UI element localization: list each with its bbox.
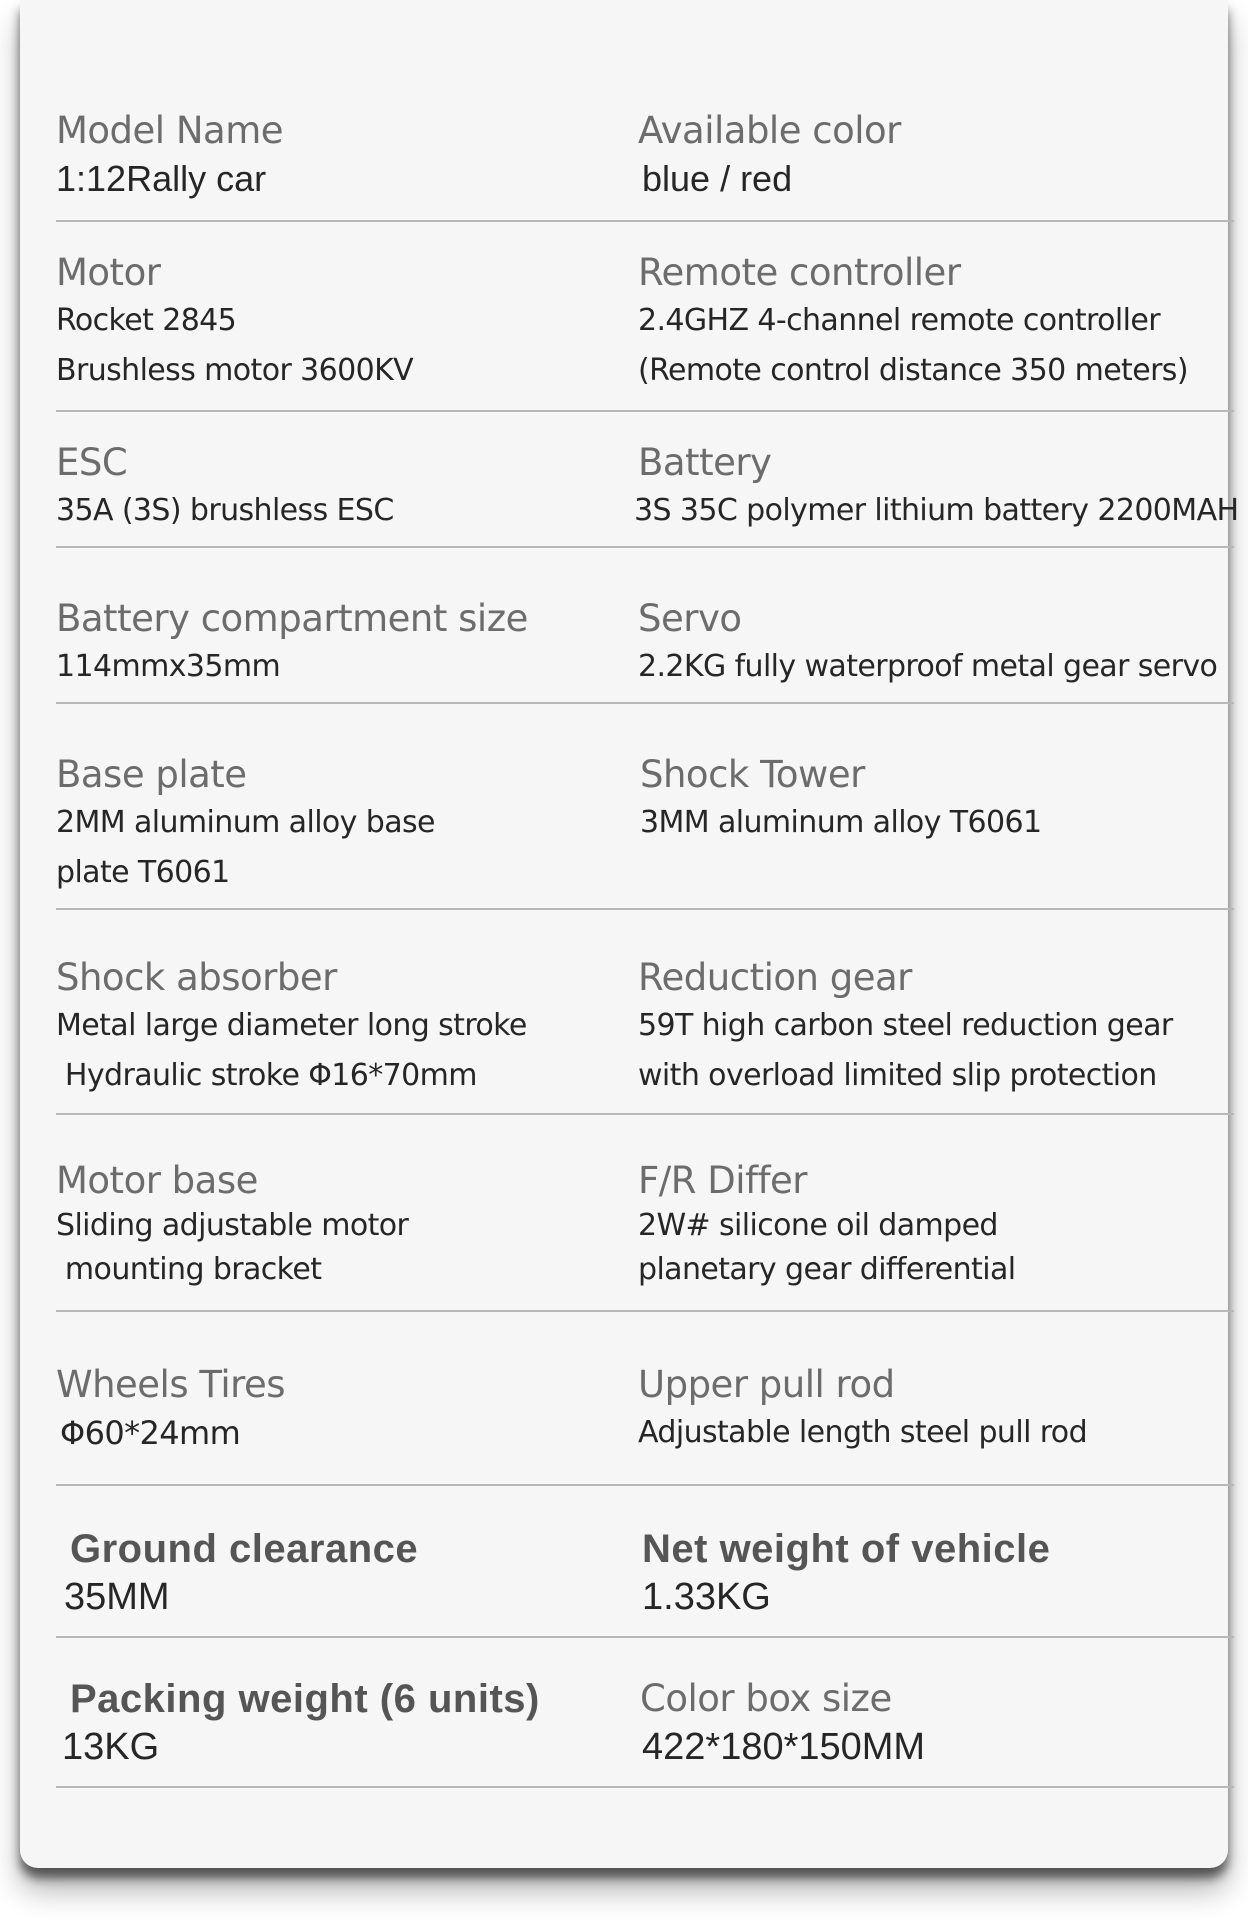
spec-label: Battery compartment size <box>56 597 528 640</box>
spec-row <box>56 955 1234 1115</box>
spec-value: with overload limited slip protection <box>638 1058 1157 1093</box>
spec-battery <box>634 440 1239 536</box>
spec-row <box>56 596 1234 704</box>
spec-row <box>56 440 1239 548</box>
spec-label: Remote controller <box>638 251 961 294</box>
spec-label: Reduction gear <box>638 956 912 999</box>
spec-value: 2MM aluminum alloy base <box>56 805 435 840</box>
spec-value: 59T high carbon steel reduction gear <box>638 1008 1173 1043</box>
spec-esc <box>56 440 394 536</box>
spec-value: 114mmx35mm <box>56 649 281 684</box>
spec-value: Rocket 2845 <box>56 303 237 338</box>
spec-row <box>56 250 1234 412</box>
spec-label: F/R Differ <box>638 1159 808 1202</box>
spec-label: Shock absorber <box>56 956 337 999</box>
spec-label: Packing weight (6 units) <box>70 1677 540 1721</box>
spec-available-color <box>638 108 901 204</box>
spec-label: Servo <box>638 597 742 640</box>
spec-sheet-card <box>20 0 1239 1868</box>
spec-label: Motor <box>56 251 161 294</box>
spec-label: Model Name <box>56 109 284 152</box>
spec-label: Available color <box>638 109 901 152</box>
spec-value: 1:12Rally car <box>56 158 267 199</box>
spec-row <box>56 752 1234 910</box>
spec-value: blue / red <box>642 158 793 199</box>
spec-value: 422*180*150MM <box>642 1726 926 1768</box>
spec-label: Motor base <box>56 1159 258 1202</box>
spec-label: Upper pull rod <box>638 1363 895 1406</box>
spec-wheels-tires <box>56 1362 285 1458</box>
spec-row <box>56 1362 1234 1486</box>
spec-reduction-gear <box>638 955 1173 1101</box>
spec-value: Adjustable length steel pull rod <box>638 1415 1088 1450</box>
spec-label: ESC <box>56 441 128 484</box>
spec-value: 3S 35C polymer lithium battery 2200MAH <box>634 493 1239 528</box>
spec-row <box>56 1676 1234 1788</box>
spec-value: 2.4GHZ 4-channel remote controller <box>638 303 1160 338</box>
spec-label: Wheels Tires <box>56 1363 286 1406</box>
spec-model-name <box>56 108 283 204</box>
spec-value: Sliding adjustable motor <box>56 1208 409 1243</box>
spec-net-weight <box>638 1526 1050 1622</box>
spec-label: Ground clearance <box>70 1527 419 1571</box>
spec-row <box>56 108 1234 222</box>
spec-value: 35A (3S) brushless ESC <box>56 493 394 528</box>
spec-label: Shock Tower <box>640 753 865 796</box>
spec-value: 13KG <box>62 1726 160 1768</box>
spec-label: Battery <box>638 441 772 484</box>
spec-value: plate T6061 <box>56 855 230 890</box>
spec-shock-absorber <box>56 955 527 1101</box>
spec-motor <box>56 250 413 396</box>
spec-label: Base plate <box>56 753 247 796</box>
spec-value: Metal large diameter long stroke <box>56 1008 527 1043</box>
spec-battery-compartment-size <box>56 596 528 692</box>
spec-label: Net weight of vehicle <box>642 1527 1051 1571</box>
spec-motor-base <box>56 1158 408 1292</box>
spec-servo <box>638 596 1217 692</box>
spec-value: mounting bracket <box>56 1252 322 1287</box>
spec-color-box-size <box>640 1676 925 1772</box>
spec-fr-differ <box>638 1158 1015 1292</box>
spec-value: 3MM aluminum alloy T6061 <box>640 805 1042 840</box>
spec-base-plate <box>56 752 435 898</box>
spec-value: 35MM <box>64 1576 170 1618</box>
spec-value: planetary gear differential <box>638 1252 1016 1287</box>
spec-upper-pull-rod <box>638 1362 1087 1458</box>
spec-value: Φ60*24mm <box>60 1414 241 1452</box>
spec-value: (Remote control distance 350 meters) <box>638 353 1188 388</box>
spec-value: Brushless motor 3600KV <box>56 353 414 388</box>
spec-value: 2.2KG fully waterproof metal gear servo <box>638 649 1218 684</box>
spec-value: 2W# silicone oil damped <box>638 1208 998 1243</box>
spec-row <box>56 1526 1234 1638</box>
spec-label: Color box size <box>640 1677 892 1720</box>
spec-row <box>56 1158 1234 1312</box>
spec-value: Hydraulic stroke Φ16*70mm <box>56 1058 477 1093</box>
spec-ground-clearance <box>56 1526 418 1622</box>
spec-remote-controller <box>638 250 1188 396</box>
spec-value: 1.33KG <box>642 1576 771 1618</box>
spec-shock-tower <box>640 752 1041 848</box>
spec-packing-weight <box>56 1676 540 1772</box>
